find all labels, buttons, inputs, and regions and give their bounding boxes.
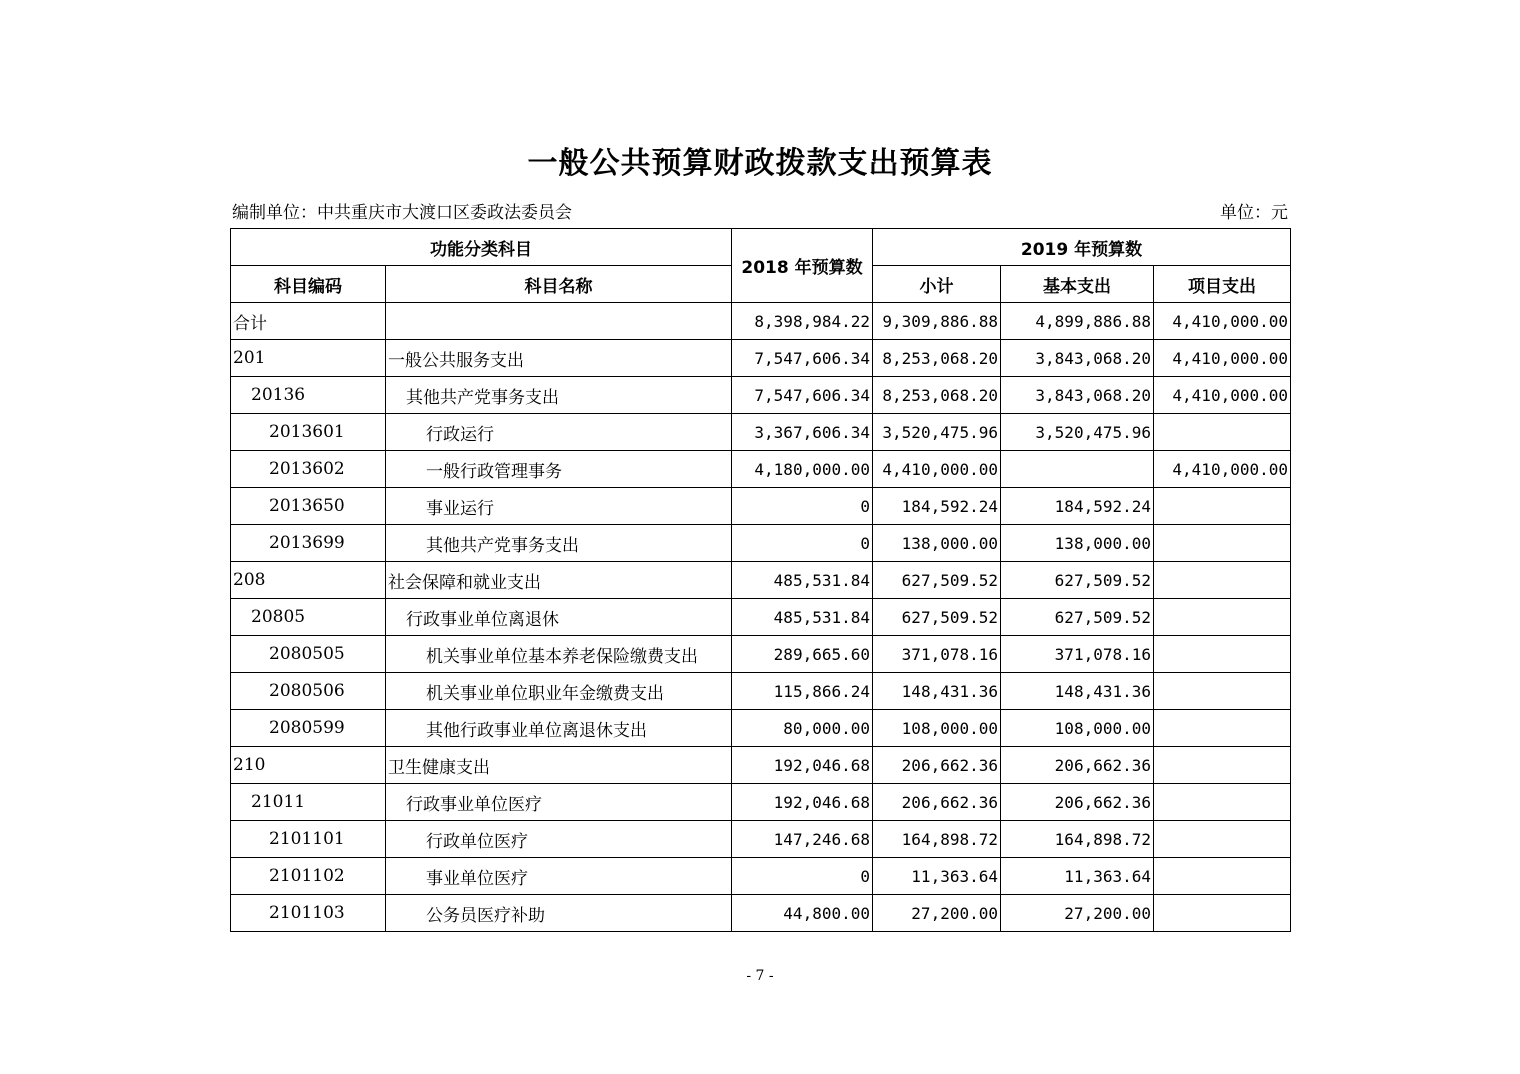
table-row [231,599,1291,636]
row-subtotal-value: 4,410,000.00 [873,451,1001,488]
row-2018-value: 7,547,606.34 [732,340,873,377]
row-project-value [1154,710,1291,747]
row-project-value: 4,410,000.00 [1154,340,1291,377]
row-subtotal-value: 11,363.64 [873,858,1001,895]
header-func-class: 功能分类科目 [231,229,732,266]
row-code: 20136 [231,377,386,414]
table-row [231,377,1291,414]
row-subtotal-value: 3,520,475.96 [873,414,1001,451]
row-2018-value: 115,866.24 [732,673,873,710]
row-name: 社会保障和就业支出 [386,562,732,599]
row-2018-value: 7,547,606.34 [732,377,873,414]
row-name: 一般公共服务支出 [386,340,732,377]
table-row [231,451,1291,488]
row-project-value [1154,636,1291,673]
header-2018: 2018 年预算数 [732,229,873,303]
row-basic-value: 627,509.52 [1001,562,1154,599]
row-2018-value: 8,398,984.22 [732,303,873,340]
row-basic-value: 27,200.00 [1001,895,1154,932]
row-project-value [1154,784,1291,821]
row-project-value: 4,410,000.00 [1154,377,1291,414]
header-row-1 [231,229,1291,266]
header-2019: 2019 年预算数 [873,229,1291,266]
row-name: 其他行政事业单位离退休支出 [386,710,732,747]
row-basic-value: 138,000.00 [1001,525,1154,562]
row-2018-value: 485,531.84 [732,599,873,636]
row-basic-value: 164,898.72 [1001,821,1154,858]
row-subtotal-value: 184,592.24 [873,488,1001,525]
row-subtotal-value: 8,253,068.20 [873,340,1001,377]
row-2018-value: 4,180,000.00 [732,451,873,488]
row-basic-value: 206,662.36 [1001,784,1154,821]
row-name: 行政运行 [386,414,732,451]
row-project-value: 4,410,000.00 [1154,303,1291,340]
row-code: 21011 [231,784,386,821]
row-basic-value: 3,520,475.96 [1001,414,1154,451]
row-name: 其他共产党事务支出 [386,525,732,562]
row-code: 2080505 [231,636,386,673]
row-project-value [1154,747,1291,784]
row-subtotal-value: 627,509.52 [873,599,1001,636]
row-code: 210 [231,747,386,784]
table-row [231,636,1291,673]
row-name: 行政事业单位医疗 [386,784,732,821]
row-2018-value: 3,367,606.34 [732,414,873,451]
row-2018-value: 192,046.68 [732,747,873,784]
row-code: 合计 [231,303,386,340]
row-subtotal-value: 148,431.36 [873,673,1001,710]
table-row [231,525,1291,562]
row-2018-value: 485,531.84 [732,562,873,599]
table-row [231,340,1291,377]
row-code: 2013650 [231,488,386,525]
row-2018-value: 192,046.68 [732,784,873,821]
row-basic-value: 11,363.64 [1001,858,1154,895]
row-basic-value: 627,509.52 [1001,599,1154,636]
row-2018-value: 44,800.00 [732,895,873,932]
page-number: - 7 - [746,968,774,984]
row-basic-value: 371,078.16 [1001,636,1154,673]
table-body [231,303,1291,932]
row-code: 2013602 [231,451,386,488]
row-subtotal-value: 206,662.36 [873,784,1001,821]
row-2018-value: 80,000.00 [732,710,873,747]
row-project-value: 4,410,000.00 [1154,451,1291,488]
row-code: 20805 [231,599,386,636]
table-row [231,673,1291,710]
row-code: 2080599 [231,710,386,747]
row-project-value [1154,599,1291,636]
row-subtotal-value: 627,509.52 [873,562,1001,599]
row-subtotal-value: 371,078.16 [873,636,1001,673]
row-2018-value: 0 [732,488,873,525]
row-basic-value: 184,592.24 [1001,488,1154,525]
row-subtotal-value: 206,662.36 [873,747,1001,784]
row-basic-value: 4,899,886.88 [1001,303,1154,340]
row-name: 公务员医疗补助 [386,895,732,932]
row-basic-value: 3,843,068.20 [1001,340,1154,377]
row-name: 机关事业单位职业年金缴费支出 [386,673,732,710]
row-name: 事业运行 [386,488,732,525]
table-row [231,562,1291,599]
row-code: 2013699 [231,525,386,562]
row-project-value [1154,858,1291,895]
row-basic-value: 3,843,068.20 [1001,377,1154,414]
row-project-value [1154,414,1291,451]
row-basic-value [1001,451,1154,488]
header-name: 科目名称 [386,266,732,303]
compiling-unit: 编制单位：中共重庆市大渡口区委政法委员会 [232,203,572,223]
row-project-value [1154,562,1291,599]
header-basic: 基本支出 [1001,266,1154,303]
row-name: 事业单位医疗 [386,858,732,895]
header-project: 项目支出 [1154,266,1291,303]
row-2018-value: 147,246.68 [732,821,873,858]
row-code: 201 [231,340,386,377]
row-code: 2080506 [231,673,386,710]
currency-unit: 单位：元 [1220,203,1288,223]
row-basic-value: 148,431.36 [1001,673,1154,710]
row-subtotal-value: 164,898.72 [873,821,1001,858]
row-project-value [1154,525,1291,562]
table-row [231,858,1291,895]
row-2018-value: 289,665.60 [732,636,873,673]
row-name: 行政事业单位离退休 [386,599,732,636]
row-name: 一般行政管理事务 [386,451,732,488]
row-code: 2013601 [231,414,386,451]
row-subtotal-value: 27,200.00 [873,895,1001,932]
row-subtotal-value: 8,253,068.20 [873,377,1001,414]
row-project-value [1154,488,1291,525]
row-code: 208 [231,562,386,599]
row-basic-value: 108,000.00 [1001,710,1154,747]
header-code: 科目编码 [231,266,386,303]
row-basic-value: 206,662.36 [1001,747,1154,784]
row-name: 机关事业单位基本养老保险缴费支出 [386,636,732,673]
table-row [231,488,1291,525]
table-row [231,303,1291,340]
table-row [231,821,1291,858]
header-subtotal: 小计 [873,266,1001,303]
row-2018-value: 0 [732,858,873,895]
row-subtotal-value: 138,000.00 [873,525,1001,562]
row-project-value [1154,673,1291,710]
table-row [231,747,1291,784]
table-row [231,414,1291,451]
table-row [231,784,1291,821]
row-subtotal-value: 9,309,886.88 [873,303,1001,340]
row-name: 其他共产党事务支出 [386,377,732,414]
row-subtotal-value: 108,000.00 [873,710,1001,747]
row-project-value [1154,821,1291,858]
row-code: 2101103 [231,895,386,932]
budget-table [230,228,1291,932]
row-2018-value: 0 [732,525,873,562]
table-row [231,895,1291,932]
row-name: 卫生健康支出 [386,747,732,784]
row-name [386,303,732,340]
row-code: 2101102 [231,858,386,895]
table-row [231,710,1291,747]
row-name: 行政单位医疗 [386,821,732,858]
page-title: 一般公共预算财政拨款支出预算表 [527,146,993,181]
row-code: 2101101 [231,821,386,858]
row-project-value [1154,895,1291,932]
